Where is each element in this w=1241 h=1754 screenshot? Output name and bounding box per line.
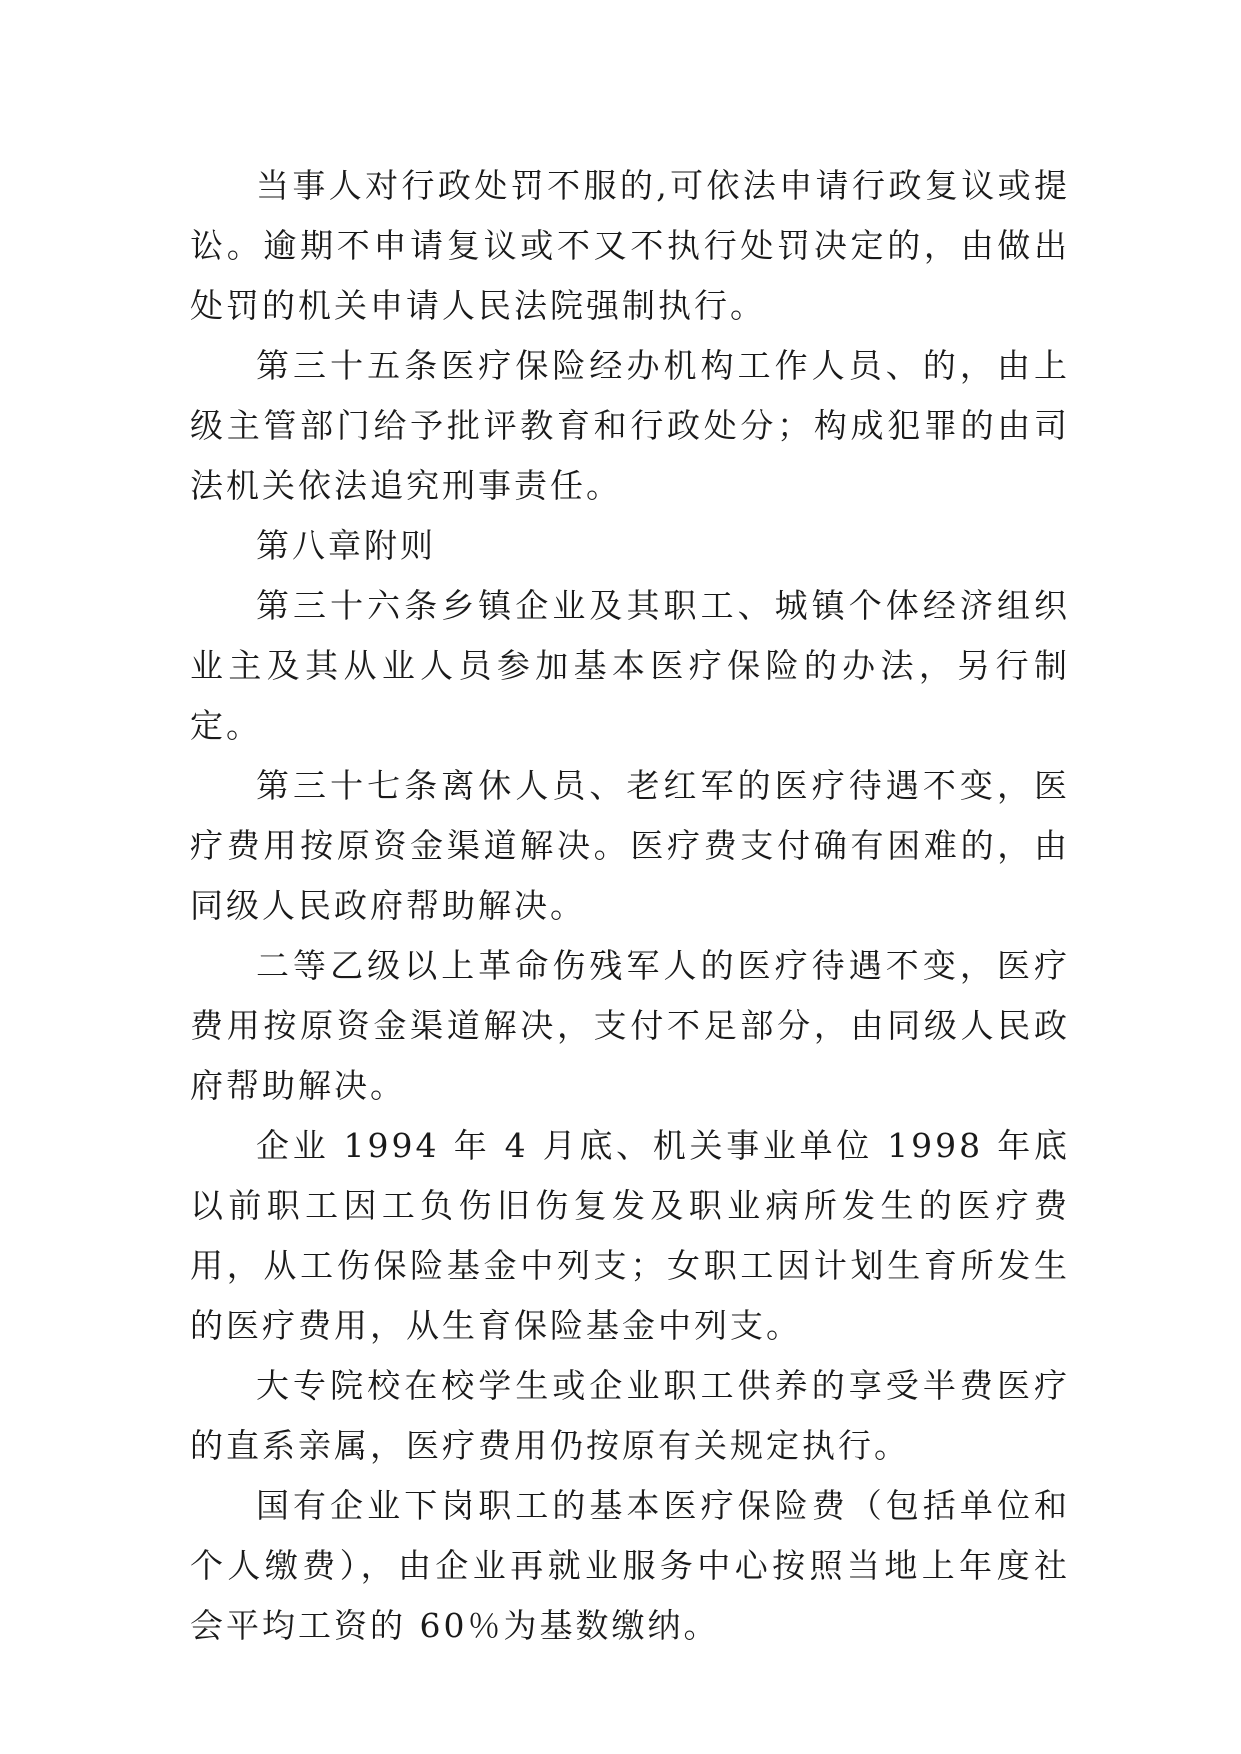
- paragraph-work-injury-expenses: 企业 1994 年 4 月底、机关事业单位 1998 年底以前职工因工负伤旧伤复发及职业病所发生的医疗费用，从工伤保险基金中列支；女职工因计划生育所发生的医疗费用，从生育保险基金中列支。: [190, 1126, 1070, 1345]
- paragraph-laid-off-workers-premium: 国有企业下岗职工的基本医疗保险费（包括单位和个人缴费），由企业再就业服务中心按照当地上年度社会平均工资的 60％为基数缴纳。: [190, 1486, 1070, 1645]
- paragraph-disabled-veterans: 二等乙级以上革命伤残军人的医疗待遇不变，医疗费用按原资金渠道解决，支付不足部分，由同级人民政府帮助解决。: [190, 946, 1070, 1105]
- paragraph-college-students-dependents: 大专院校在校学生或企业职工供养的享受半费医疗的直系亲属，医疗费用仍按原有关规定执行。: [190, 1366, 1070, 1465]
- chapter-8-heading: 第八章附则: [256, 526, 436, 565]
- paragraph-article-37: 第三十七条离休人员、老红军的医疗待遇不变，医疗费用按原资金渠道解决。医疗费支付确有困难的，由同级人民政府帮助解决。: [190, 766, 1070, 925]
- document-body: [190, 156, 1070, 1656]
- paragraph-administrative-penalty-appeal: 当事人对行政处罚不服的,可依法申请行政复议或提讼。逾期不申请复议或不又不执行处罚决定的，由做出处罚的机关申请人民法院强制执行。: [190, 166, 1070, 325]
- paragraph-article-35: 第三十五条医疗保险经办机构工作人员、的，由上级主管部门给予批评教育和行政处分；构成犯罪的由司法机关依法追究刑事责任。: [190, 346, 1070, 505]
- paragraph-article-36: 第三十六条乡镇企业及其职工、城镇个体经济组织业主及其从业人员参加基本医疗保险的办法，另行制定。: [190, 586, 1070, 745]
